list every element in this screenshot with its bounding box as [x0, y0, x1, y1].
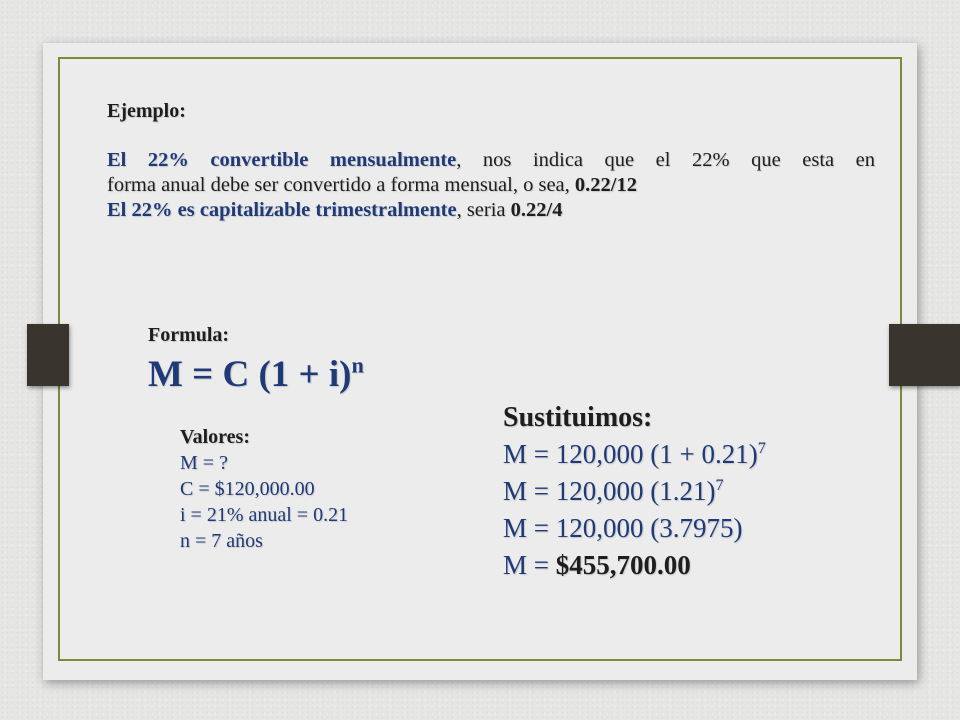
ejemplo-line3-bold: El 22% es capitalizable trimestralmente: [107, 199, 457, 221]
ejemplo-line-1: [107, 148, 875, 173]
sustituimos-step-2: [503, 473, 766, 510]
sustituimos-step-3: M = 120,000 (3.7975): [503, 513, 743, 543]
step2-exponent: 7: [715, 476, 724, 494]
ejemplo-line1-bold: El 22% convertible mensualmente: [107, 149, 457, 171]
step1-exponent: 7: [757, 439, 766, 457]
ejemplo-paragraph: [107, 148, 875, 223]
result-prefix: M =: [503, 550, 556, 580]
formula-exponent: n: [351, 352, 364, 378]
ejemplo-line3-value: 0.22/4: [510, 199, 563, 221]
valores-item: M = ?: [180, 452, 228, 474]
valores-heading: Valores:: [180, 426, 250, 448]
ejemplo-heading: Ejemplo:: [107, 100, 186, 122]
sustituimos-step-1: [503, 436, 766, 473]
sustituimos-result: [503, 547, 766, 584]
valores-item: C = $120,000.00: [180, 478, 315, 500]
ejemplo-line2-bold: 0.22/12: [574, 174, 637, 196]
step2-text: M = 120,000 (1.21): [503, 476, 716, 506]
ejemplo-line-3: [107, 198, 875, 223]
sustituimos-heading: Sustituimos:: [503, 402, 653, 433]
valores-block: [180, 424, 348, 554]
ejemplo-line2-text: forma anual debe ser convertido a forma mensual, o sea,: [107, 174, 575, 196]
formula-heading: Formula:: [148, 324, 230, 346]
valores-item: n = 7 años: [180, 530, 263, 552]
ejemplo-line1-rest: , nos indica que el 22% que esta en: [456, 149, 875, 171]
ejemplo-line3-mid: , seria: [456, 199, 511, 221]
formula-equation-text: M = C (1 + i): [148, 354, 352, 395]
left-tab-decoration: [27, 324, 69, 386]
right-tab-decoration: [889, 324, 960, 386]
sustituimos-block: [503, 399, 766, 584]
ejemplo-line-2: [107, 173, 875, 198]
result-value: $455,700.00: [555, 550, 691, 580]
formula-equation: [148, 353, 364, 397]
step1-text: M = 120,000 (1 + 0.21): [503, 439, 758, 469]
valores-item: i = 21% anual = 0.21: [180, 504, 349, 526]
